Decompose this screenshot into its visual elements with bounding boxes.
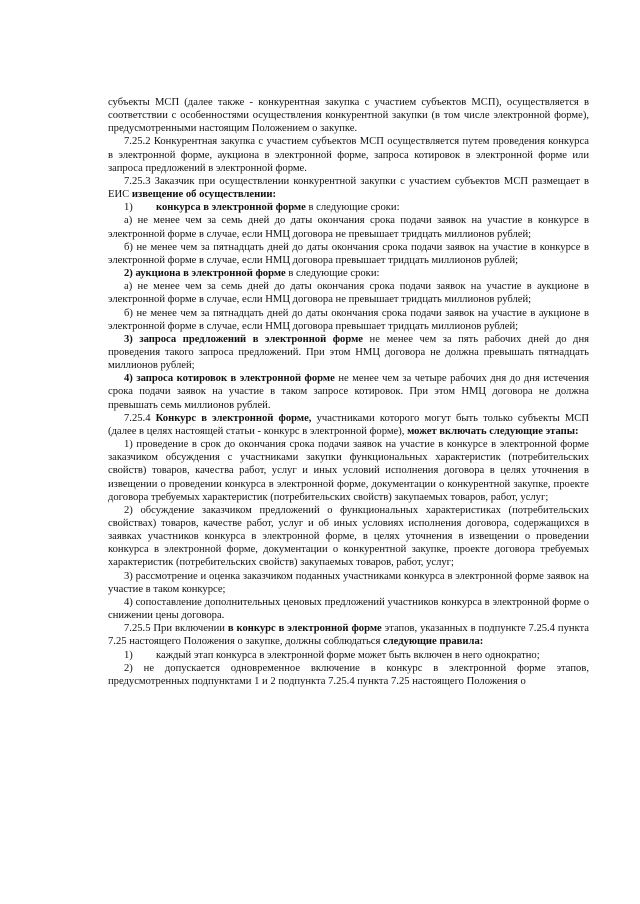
item-1-a: а) не менее чем за семь дней до даты окончания срока подачи заявок на участие в конкурсе в электронной форме в случае, если НМЦ договора не превышает тридцать миллионов рублей; — [108, 215, 589, 240]
item-4-bold: 4) запроса котировок в электронной форме — [124, 373, 335, 385]
item-1-b: б) не менее чем за пятнадцать дней до даты окончания срока подачи заявок на участие в конкурсе в электронной форме в случае, если НМЦ договора превышает тридцать миллионов рублей; — [108, 241, 589, 266]
item-1-contest — [108, 201, 589, 214]
item-2-auction — [108, 267, 589, 280]
paragraph-7-25-5-text-a: 7.25.5 При включении — [124, 623, 228, 635]
item-1-text: в следующие сроки: — [305, 202, 400, 214]
item-2-bold: 2) аукциона в электронной форме — [124, 268, 286, 280]
rule-2: 2) не допускается одновременное включение в конкурс в электронной форме этапов, предусмотренных подпунктами 1 и 2 подпункта 7.25.4 пункта 7.25 настоящего Положения о — [108, 662, 589, 687]
paragraph-7-25-4-bold: Конкурс в электронной форме, — [155, 412, 312, 424]
paragraph-7-25-4 — [108, 412, 589, 438]
document-page — [108, 96, 589, 688]
stage-1: 1) проведение в срок до окончания срока подачи заявок на участие в конкурсе в электронной форме заказчиком обсуждения с участниками закупки функциональных характеристик (потребительских свойств) товаров, качества работ, услуг и иных условий исполнения договора в целях уточнения в извещении о проведении конкурса в электронной форме, документации о конкурентной закупке, проекте договора требуемых характеристик (потребительских свойств) закупаемых товаров, работ, услуг; — [108, 439, 589, 503]
item-2-a: а) не менее чем за семь дней до даты окончания срока подачи заявок на участие в аукционе в электронной форме в случае, если НМЦ договора не превышает тридцать миллионов рублей; — [108, 281, 589, 306]
item-1-number: 1) — [124, 202, 133, 214]
paragraph-7-25-4-number: 7.25.4 — [124, 412, 156, 424]
stage-4: 4) сопоставление дополнительных ценовых предложений участников конкурса в электронной форме о снижении цены договора. — [108, 596, 589, 622]
item-3-bold: 3) запроса предложений в электронной форме — [124, 333, 364, 345]
rule-1 — [108, 649, 589, 662]
item-4-quotations — [108, 372, 589, 411]
stage-3: 3) рассмотрение и оценка заказчиком поданных участниками конкурса в электронной форме заявок на участие в таком конкурсе; — [108, 570, 589, 595]
paragraph-1: субъекты МСП (далее также - конкурентная закупка с участием субъектов МСП), осуществляется в соответствии с особенностями осуществления конкурентной закупки (в том числе электронной форме), предусмотренными настоящим Положением о закупке. — [108, 97, 589, 135]
paragraph-7-25-2: 7.25.2 Конкурентная закупка с участием субъектов МСП осуществляется путем проведения конкурса в электронной форме, аукциона в электронной форме, запроса котировок в электронной форме или запроса предложений в электронной форме. — [108, 136, 589, 174]
paragraph-7-25-4-text: участниками которого могут быть только субъекты МСП (далее в целях настоящей статьи - конкурс в электронной форме), — [108, 412, 589, 437]
item-4-text: не менее чем за четыре рабочих дня до дня истечения срока подачи заявок на участие в таком запросе котировок. При этом НМЦ договора не должна превышать семь миллионов рублей. — [108, 373, 589, 411]
paragraph-7-25-3-bold: извещение об осуществлении: — [131, 189, 276, 201]
paragraph-7-25-3 — [108, 175, 589, 201]
stage-2: 2) обсуждение заказчиком предложений о функциональных характеристиках (потребительских свойствах) товаров, качестве работ, услуг и об иных условиях исполнения договора, содержащихся в заявках участников конкурса в электронной форме, в целях уточнения в извещении о проведении конкурса в электронной форме, документации о конкурентной закупке, проекте договора требуемых характеристик (потребительских свойств) закупаемых товаров, работ, услуг; — [108, 504, 589, 569]
paragraph-7-25-5-text-b: этапов, указанных в подпункте 7.25.4 пункта 7.25 настоящего Положения о закупке, должны соблюдаться — [108, 623, 590, 648]
paragraph-7-25-5-bold-a: в конкурс в электронной форме — [227, 623, 382, 635]
paragraph-7-25-5-bold-b: следующие правила: — [383, 636, 484, 648]
item-3-proposals — [108, 333, 589, 372]
item-2-text: в следующие сроки: — [285, 268, 380, 280]
item-3-text: не менее чем за пять рабочих дней до дня проведения такого запроса предложений. При этом НМЦ договора не должна превышать пятнадцать миллионов рублей; — [108, 333, 589, 372]
paragraph-7-25-4-bold-end: может включать следующие этапы: — [407, 425, 579, 437]
rule-1-number: 1) — [124, 649, 133, 661]
item-1-bold: конкурса в электронной форме — [156, 202, 306, 214]
item-2-b: б) не менее чем за пятнадцать дней до даты окончания срока подачи заявок на участие в аукционе в электронной форме в случае, если НМЦ договора превышает тридцать миллионов рублей; — [108, 307, 589, 332]
paragraph-7-25-5 — [108, 622, 589, 648]
rule-1-text: каждый этап конкурса в электронной форме может быть включен в него однократно; — [156, 649, 540, 661]
paragraph-7-25-3-text: 7.25.3 Заказчик при осуществлении конкурентной закупки с участием субъектов МСП размещает в ЕИС — [108, 175, 589, 201]
